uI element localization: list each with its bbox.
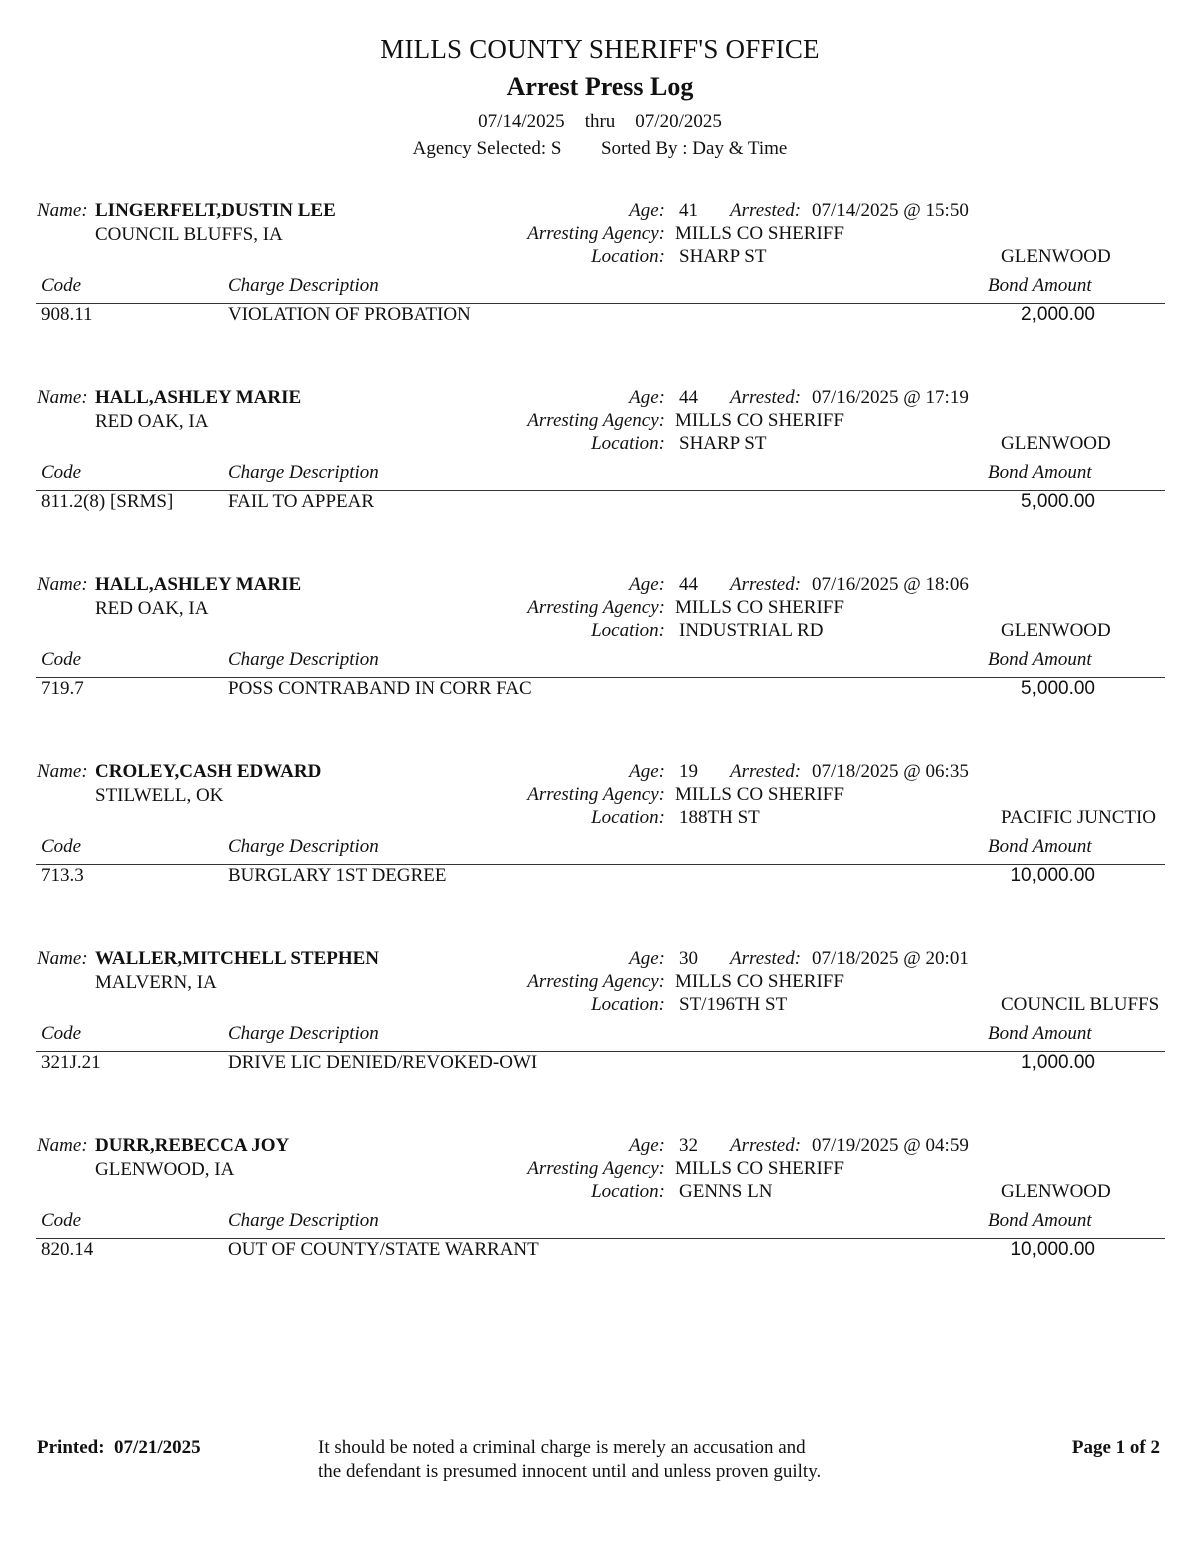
date-from: 07/14/2025 xyxy=(478,111,565,132)
arrest-city: GLENWOOD xyxy=(1001,246,1111,267)
printed-line xyxy=(37,1437,201,1459)
charge-description: OUT OF COUNTY/STATE WARRANT xyxy=(228,1239,539,1260)
age-label: Age: xyxy=(629,574,665,595)
report-title: MILLS COUNTY SHERIFF'S OFFICE xyxy=(380,34,820,64)
arrested-datetime: 07/14/2025 @ 15:50 xyxy=(812,200,969,221)
charge-code: 321J.21 xyxy=(41,1052,101,1073)
header-rule xyxy=(36,1051,1165,1052)
sorted-label: Sorted By : xyxy=(600,138,688,159)
name-label: Name: xyxy=(37,574,88,595)
charge-code: 713.3 xyxy=(41,865,84,886)
header-rule xyxy=(36,1238,1165,1239)
bond-header: Bond Amount xyxy=(988,1210,1092,1231)
arrestee-name: DURR,REBECCA JOY xyxy=(95,1135,290,1156)
bond-amount: 10,000.00 xyxy=(1010,865,1095,886)
arrest-record xyxy=(0,1135,1200,1285)
arrestee-name: WALLER,MITCHELL STEPHEN xyxy=(95,948,380,969)
arresting-agency: MILLS CO SHERIFF xyxy=(675,784,844,805)
code-header: Code xyxy=(41,649,82,670)
arrestee-residence: GLENWOOD, IA xyxy=(95,1159,235,1180)
arrest-location: SHARP ST xyxy=(679,433,767,454)
arresting-agency: MILLS CO SHERIFF xyxy=(675,410,844,431)
arresting-agency: MILLS CO SHERIFF xyxy=(675,1158,844,1179)
arrest-record xyxy=(0,200,1200,350)
header-rule xyxy=(36,490,1165,491)
charge-header: Charge Description xyxy=(228,836,379,857)
sorted-value: Day & Time xyxy=(692,138,788,159)
arrestee-name: LINGERFELT,DUSTIN LEE xyxy=(95,200,336,221)
name-label: Name: xyxy=(37,948,88,969)
name-label: Name: xyxy=(37,200,88,221)
agency-label: Arresting Agency: xyxy=(527,597,665,618)
arrest-city: COUNCIL BLUFFS xyxy=(1001,994,1160,1015)
arrest-location: GENNS LN xyxy=(679,1181,773,1202)
arrest-city: PACIFIC JUNCTIO xyxy=(1001,807,1157,828)
code-header: Code xyxy=(41,836,82,857)
arrested-datetime: 07/16/2025 @ 17:19 xyxy=(812,387,969,408)
age-label: Age: xyxy=(629,387,665,408)
code-header: Code xyxy=(41,462,82,483)
arrested-label: Arrested: xyxy=(730,761,802,782)
charge-description: POSS CONTRABAND IN CORR FAC xyxy=(228,678,532,699)
header-rule xyxy=(36,864,1165,865)
arrested-label: Arrested: xyxy=(730,387,802,408)
arrested-datetime: 07/19/2025 @ 04:59 xyxy=(812,1135,969,1156)
location-label: Location: xyxy=(591,433,665,454)
date-range xyxy=(0,111,1200,133)
arrested-datetime: 07/16/2025 @ 18:06 xyxy=(812,574,969,595)
bond-amount: 5,000.00 xyxy=(1021,678,1095,699)
arrest-record xyxy=(0,761,1200,911)
agency-label: Arresting Agency: xyxy=(527,784,665,805)
agency-value: S xyxy=(550,138,562,159)
location-label: Location: xyxy=(591,1181,665,1202)
arrestee-residence: MALVERN, IA xyxy=(95,972,217,993)
location-label: Location: xyxy=(591,246,665,267)
arrested-label: Arrested: xyxy=(730,948,802,969)
arrestee-residence: STILWELL, OK xyxy=(95,785,224,806)
bond-amount: 10,000.00 xyxy=(1010,1239,1095,1260)
charge-description: DRIVE LIC DENIED/REVOKED-OWI xyxy=(228,1052,538,1073)
location-label: Location: xyxy=(591,807,665,828)
arresting-agency: MILLS CO SHERIFF xyxy=(675,597,844,618)
date-to: 07/20/2025 xyxy=(635,111,722,132)
code-header: Code xyxy=(41,1210,82,1231)
arrested-datetime: 07/18/2025 @ 20:01 xyxy=(812,948,969,969)
date-thru: thru xyxy=(584,111,616,132)
arrest-city: GLENWOOD xyxy=(1001,620,1111,641)
arrestee-residence: COUNCIL BLUFFS, IA xyxy=(95,224,283,245)
charge-code: 820.14 xyxy=(41,1239,94,1260)
arrest-city: GLENWOOD xyxy=(1001,1181,1111,1202)
printed-label: Printed: xyxy=(37,1437,105,1458)
bond-amount: 5,000.00 xyxy=(1021,491,1095,512)
arrested-label: Arrested: xyxy=(730,1135,802,1156)
bond-header: Bond Amount xyxy=(988,275,1092,296)
header-rule xyxy=(36,303,1165,304)
name-label: Name: xyxy=(37,1135,88,1156)
arrestee-age: 41 xyxy=(679,200,698,221)
charge-header: Charge Description xyxy=(228,1023,379,1044)
report-subtitle: Arrest Press Log xyxy=(506,72,694,101)
charge-code: 908.11 xyxy=(41,304,93,325)
charge-header: Charge Description xyxy=(228,275,379,296)
arrest-location: INDUSTRIAL RD xyxy=(679,620,824,641)
agency-label: Arresting Agency: xyxy=(527,1158,665,1179)
name-label: Name: xyxy=(37,387,88,408)
header-rule xyxy=(36,677,1165,678)
agency-label: Arresting Agency: xyxy=(527,410,665,431)
code-header: Code xyxy=(41,275,82,296)
bond-header: Bond Amount xyxy=(988,1023,1092,1044)
arrest-record xyxy=(0,574,1200,724)
charge-description: BURGLARY 1ST DEGREE xyxy=(228,865,447,886)
arrested-datetime: 07/18/2025 @ 06:35 xyxy=(812,761,969,782)
arrestee-residence: RED OAK, IA xyxy=(95,598,209,619)
bond-amount: 2,000.00 xyxy=(1021,304,1095,325)
arrestee-age: 30 xyxy=(679,948,698,969)
arrest-location: SHARP ST xyxy=(679,246,767,267)
agency-sort-line xyxy=(0,138,1200,160)
location-label: Location: xyxy=(591,994,665,1015)
arrestee-residence: RED OAK, IA xyxy=(95,411,209,432)
printed-date: 07/21/2025 xyxy=(114,1437,201,1458)
notice-line-2: the defendant is presumed innocent until and unless proven guilty. xyxy=(318,1461,822,1482)
bond-header: Bond Amount xyxy=(988,462,1092,483)
age-label: Age: xyxy=(629,948,665,969)
arresting-agency: MILLS CO SHERIFF xyxy=(675,971,844,992)
arresting-agency: MILLS CO SHERIFF xyxy=(675,223,844,244)
agency-label: Arresting Agency: xyxy=(527,223,665,244)
charge-code: 719.7 xyxy=(41,678,84,699)
bond-header: Bond Amount xyxy=(988,836,1092,857)
age-label: Age: xyxy=(629,761,665,782)
charge-header: Charge Description xyxy=(228,462,379,483)
bond-amount: 1,000.00 xyxy=(1021,1052,1095,1073)
page-number: Page 1 of 2 xyxy=(1071,1437,1160,1458)
arrestee-name: HALL,ASHLEY MARIE xyxy=(95,387,302,408)
arrested-label: Arrested: xyxy=(730,574,802,595)
name-label: Name: xyxy=(37,761,88,782)
bond-header: Bond Amount xyxy=(988,649,1092,670)
arrest-location: ST/196TH ST xyxy=(679,994,788,1015)
charge-header: Charge Description xyxy=(228,649,379,670)
arrestee-age: 44 xyxy=(679,574,698,595)
charge-description: FAIL TO APPEAR xyxy=(228,491,375,512)
arrestee-name: HALL,ASHLEY MARIE xyxy=(95,574,302,595)
arrest-location: 188TH ST xyxy=(679,807,760,828)
arrestee-name: CROLEY,CASH EDWARD xyxy=(95,761,322,782)
age-label: Age: xyxy=(629,1135,665,1156)
arrested-label: Arrested: xyxy=(730,200,802,221)
arrestee-age: 19 xyxy=(679,761,698,782)
arrestee-age: 32 xyxy=(679,1135,698,1156)
arrest-record xyxy=(0,948,1200,1098)
charge-header: Charge Description xyxy=(228,1210,379,1231)
location-label: Location: xyxy=(591,620,665,641)
arrest-city: GLENWOOD xyxy=(1001,433,1111,454)
arrest-record xyxy=(0,387,1200,537)
charge-code: 811.2(8) [SRMS] xyxy=(41,491,174,512)
code-header: Code xyxy=(41,1023,82,1044)
charge-description: VIOLATION OF PROBATION xyxy=(228,304,471,325)
agency-label: Arresting Agency: xyxy=(527,971,665,992)
age-label: Age: xyxy=(629,200,665,221)
agency-label: Agency Selected: xyxy=(412,138,547,159)
notice-line-1: It should be noted a criminal charge is merely an accusation and xyxy=(318,1437,806,1458)
arrestee-age: 44 xyxy=(679,387,698,408)
